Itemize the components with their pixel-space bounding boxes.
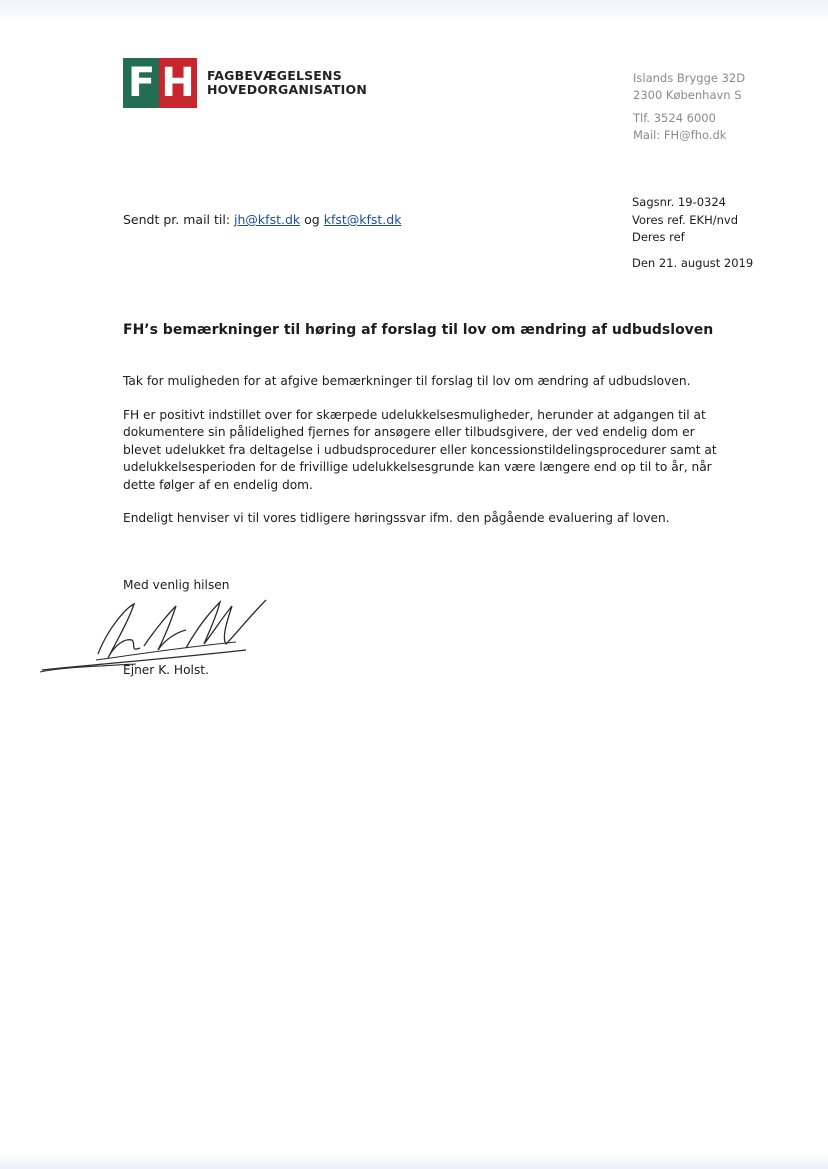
sender-address xyxy=(633,70,745,144)
paragraph-3: Endeligt henviser vi til vores tidligere høringssvar ifm. den pågående evaluering af loven. xyxy=(123,511,670,525)
letter-date: Den 21. august 2019 xyxy=(632,255,754,270)
scan-edge-bottom xyxy=(0,1153,828,1169)
letter-body xyxy=(123,373,723,544)
our-reference: Vores ref. EKH/nvd xyxy=(632,212,739,227)
your-reference: Deres ref xyxy=(632,230,685,244)
closing-greeting: Med venlig hilsen xyxy=(123,578,230,592)
address-phone: Tlf. 3524 6000 xyxy=(633,111,716,125)
fh-logo-mark xyxy=(123,58,197,108)
signer-name: Ejner K. Holst. xyxy=(123,663,209,677)
org-name-line-1: FAGBEVÆGELSENS xyxy=(207,68,342,83)
scan-edge-top xyxy=(0,0,828,22)
recipient-email-link-1[interactable]: jh@kfst.dk xyxy=(234,212,301,227)
logo-letter-f: F xyxy=(123,58,160,108)
paragraph-1: Tak for muligheden for at afgive bemærkninger til forslag til lov om ændring af udbudsloven. xyxy=(123,374,691,388)
reference-block xyxy=(632,194,753,272)
letter-heading: FH’s bemærkninger til høring af forslag til lov om ændring af udbudsloven xyxy=(123,322,714,338)
recipient-line xyxy=(123,212,401,227)
recipient-email-link-2[interactable]: kfst@kfst.dk xyxy=(323,212,402,227)
paragraph-2: FH er positivt indstillet over for skærpede udelukkelsesmuligheder, herunder at adgangen til at dokumentere sin pålidelighed fjernes for ansøgere eller tilbudsgivere, der ved endelig dom er blevet udelukket fra deltagelse i udbudsprocedurer eller koncessionstildelingsprocedurer samt at udelukkelsesperioden for de frivillige udelukkelsesgrunde kan være længere end op til to år, når dette følger af en endelig dom. xyxy=(123,407,717,492)
logo-letter-h: H xyxy=(159,58,197,108)
address-city: 2300 København S xyxy=(633,88,742,102)
fh-logo xyxy=(123,58,367,108)
org-name xyxy=(207,69,367,97)
address-street: Islands Brygge 32D xyxy=(633,71,746,85)
org-name-line-2: HOVEDORGANISATION xyxy=(207,82,368,97)
recipient-conjunction: og xyxy=(304,212,320,227)
case-number: Sagsnr. 19-0324 xyxy=(632,195,726,209)
recipient-prefix: Sendt pr. mail til: xyxy=(123,212,231,227)
address-mail: Mail: FH@fho.dk xyxy=(633,128,727,142)
